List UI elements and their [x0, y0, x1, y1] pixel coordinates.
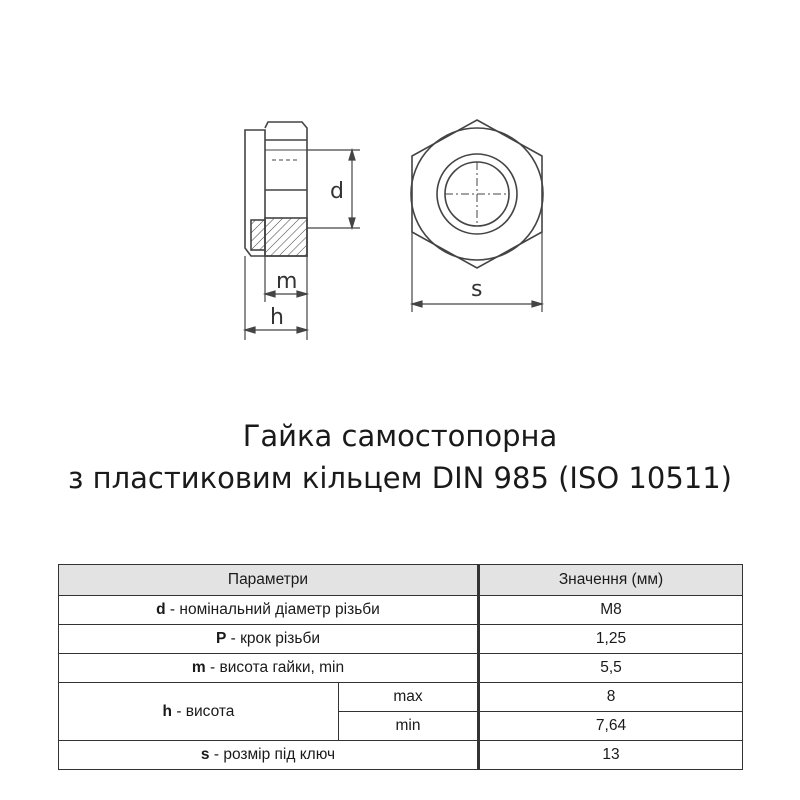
title-line-2: з пластиковим кільцем DIN 985 (ISO 10511)	[67, 461, 732, 495]
param-desc-d: - номінальний діаметр різьби	[165, 601, 380, 618]
value-h-min: 7,64	[479, 712, 743, 741]
front-view	[411, 120, 543, 268]
table-row-d	[59, 596, 743, 625]
param-cell-p	[59, 625, 479, 654]
param-symbol-s: s	[200, 746, 210, 763]
value-p: 1,25	[479, 625, 743, 654]
side-view	[245, 122, 307, 256]
h-min-label: min	[339, 712, 479, 741]
header-params: Параметри	[59, 565, 479, 596]
value-h-max: 8	[479, 683, 743, 712]
h-max-label: max	[339, 683, 479, 712]
value-d: M8	[479, 596, 743, 625]
param-symbol-h: h	[162, 702, 173, 720]
param-cell-s	[59, 741, 479, 770]
label-m: m	[276, 269, 298, 294]
param-cell-h	[59, 683, 339, 741]
param-symbol-d: d	[156, 601, 166, 618]
value-m: 5,5	[479, 654, 743, 683]
table-row-m	[59, 654, 743, 683]
table-row-s	[59, 741, 743, 770]
param-desc-m: - висота гайки, min	[205, 659, 345, 676]
label-h: h	[270, 305, 284, 330]
param-desc-s: - розмір під ключ	[209, 746, 336, 763]
param-symbol-p: P	[215, 630, 227, 647]
specs-table	[58, 564, 743, 770]
param-desc-h: - висота	[172, 702, 235, 720]
label-d: d	[330, 179, 344, 204]
table-header-row	[59, 565, 743, 596]
header-values: Значення (мм)	[479, 565, 743, 596]
param-cell-m	[59, 654, 479, 683]
table-row-p	[59, 625, 743, 654]
param-symbol-m: m	[191, 659, 206, 676]
param-desc-p: - крок різьби	[226, 630, 320, 647]
table-row-h-max	[59, 683, 743, 712]
title-line-1: Гайка самостопорна	[242, 419, 558, 453]
param-cell-d	[59, 596, 479, 625]
value-s: 13	[479, 741, 743, 770]
label-s: s	[471, 277, 483, 302]
